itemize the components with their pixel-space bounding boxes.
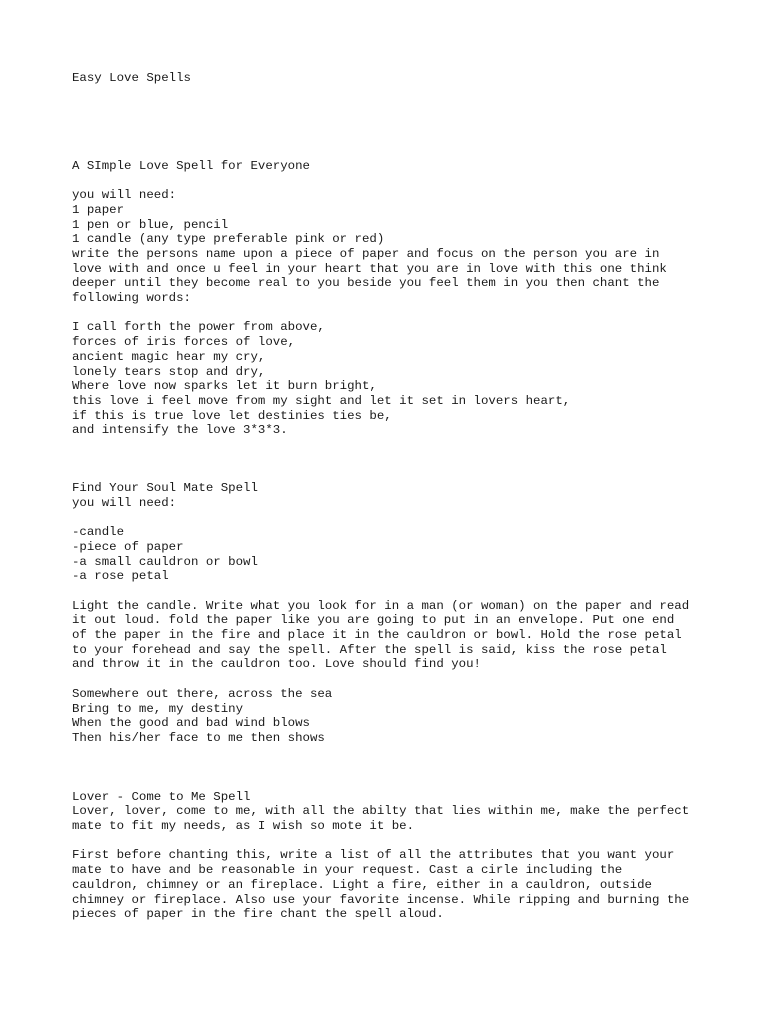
instruction-line: pieces of paper in the fire chant the spell aloud. bbox=[72, 907, 444, 922]
instruction-line: First before chanting this, write a list of all the attributes that you want your bbox=[72, 848, 675, 863]
section-heading: A SImple Love Spell for Everyone bbox=[72, 158, 310, 173]
chant-line: Then his/her face to me then shows bbox=[72, 730, 325, 745]
document-page bbox=[72, 71, 732, 922]
instruction-line: write the persons name upon a piece of paper and focus on the person you are in bbox=[72, 246, 660, 261]
chant-line: forces of iris forces of love, bbox=[72, 335, 296, 350]
chant-line: mate to fit my needs, as I wish so mote it be. bbox=[72, 819, 415, 834]
instruction-line: cauldron, chimney or an fireplace. Light a fire, either in a cauldron, outside bbox=[72, 877, 652, 892]
chant-line: Where love now sparks let it burn bright, bbox=[72, 379, 377, 394]
instruction-line: Light the candle. Write what you look for in a man (or woman) on the paper and read bbox=[72, 598, 690, 613]
chant-line: and intensify the love 3*3*3. bbox=[72, 423, 288, 438]
needs-item: 1 paper bbox=[72, 202, 125, 217]
chant-line: Lover, lover, come to me, with all the abilty that lies within me, make the perfect bbox=[72, 804, 690, 819]
chant-line: ancient magic hear my cry, bbox=[72, 349, 266, 364]
instruction-line: of the paper in the fire and place it in the cauldron or bowl. Hold the rose petal bbox=[72, 628, 682, 643]
instruction-line: following words: bbox=[72, 291, 191, 306]
needs-item: -piece of paper bbox=[72, 539, 184, 554]
section-heading: Lover - Come to Me Spell bbox=[72, 789, 251, 804]
instruction-line: it out loud. fold the paper like you are going to put in an envelope. Put one end bbox=[72, 613, 675, 628]
instruction-line: deeper until they become real to you beside you feel them in you then chant the bbox=[72, 276, 660, 291]
instruction-line: love with and once u feel in your heart that you are in love with this one think bbox=[72, 261, 667, 276]
needs-item: -a rose petal bbox=[72, 569, 169, 584]
section-soul-mate-spell bbox=[72, 481, 732, 746]
instruction-line: chimney or fireplace. Also use your favorite incense. While ripping and burning the bbox=[72, 892, 690, 907]
section-heading: Find Your Soul Mate Spell bbox=[72, 481, 258, 496]
document-title: Easy Love Spells bbox=[72, 71, 191, 85]
chant-line: lonely tears stop and dry, bbox=[72, 364, 266, 379]
needs-label: you will need: bbox=[72, 495, 177, 510]
instruction-line: to your forehead and say the spell. After the spell is said, kiss the rose petal bbox=[72, 642, 667, 657]
needs-label: you will need: bbox=[72, 188, 177, 203]
chant-line: I call forth the power from above, bbox=[72, 320, 325, 335]
chant-line: if this is true love let destinies ties be, bbox=[72, 408, 392, 423]
section-simple-love-spell bbox=[72, 159, 732, 438]
needs-item: 1 pen or blue, pencil bbox=[72, 217, 229, 232]
chant-line: this love i feel move from my sight and let it set in lovers heart, bbox=[72, 393, 571, 408]
section-come-to-me-spell bbox=[72, 790, 732, 922]
instruction-line: and throw it in the cauldron too. Love should find you! bbox=[72, 657, 481, 672]
needs-item: -a small cauldron or bowl bbox=[72, 554, 258, 569]
instruction-line: mate to have and be reasonable in your request. Cast a cirle including the bbox=[72, 863, 623, 878]
needs-item: 1 candle (any type preferable pink or red) bbox=[72, 232, 385, 247]
chant-line: Bring to me, my destiny bbox=[72, 701, 244, 716]
chant-line: Somewhere out there, across the sea bbox=[72, 686, 333, 701]
needs-item: -candle bbox=[72, 525, 125, 540]
chant-line: When the good and bad wind blows bbox=[72, 716, 310, 731]
